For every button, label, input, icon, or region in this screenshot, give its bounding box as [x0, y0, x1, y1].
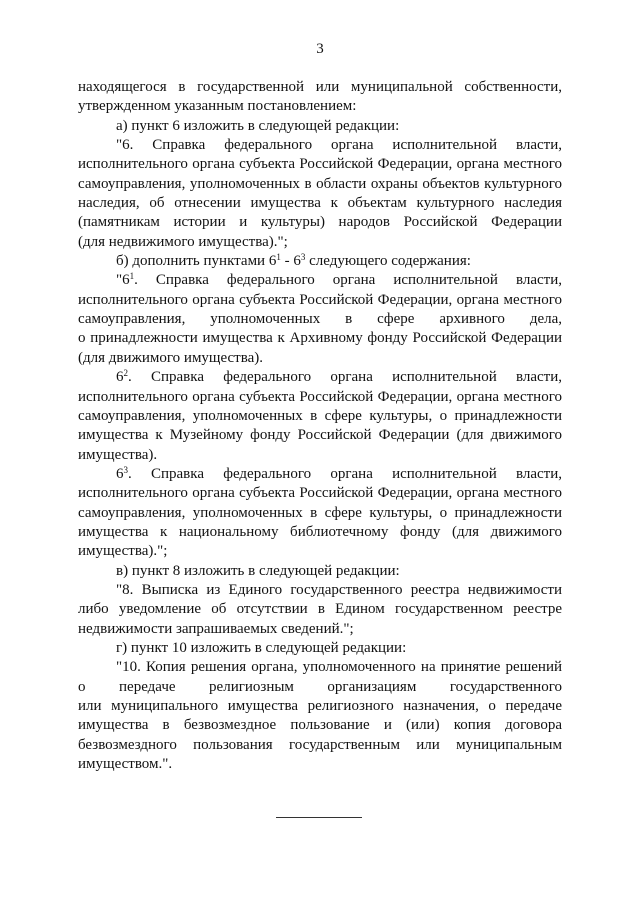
text-fragment: 6 — [116, 369, 124, 386]
superscript: 1 — [129, 271, 135, 282]
text-line: находящегося в государственной или муниципальной собственности, — [78, 79, 562, 95]
text-fragment: . Справка федерального органа исполнительной власти, — [128, 465, 562, 482]
text-line: самоуправления, уполномоченных в области охраны объектов культурного — [78, 175, 562, 192]
text-line: исполнительного органа субъекта Российской Федерации, органа местного — [78, 485, 562, 502]
text-line: имущества). — [78, 446, 158, 463]
text-line — [78, 368, 562, 387]
text-fragment: 6 — [116, 465, 124, 482]
page-number: 3 — [316, 41, 324, 57]
text-line: самоуправления, уполномоченных в сфере архивного дела, — [78, 311, 562, 328]
text-fragment: . Справка федерального органа исполнительной власти, — [128, 369, 562, 386]
text-line: (для движимого имущества). — [78, 349, 264, 366]
text-line: "8. Выписка из Единого государственного реестра недвижимости — [116, 581, 562, 598]
text-line: имущества в безвозмездное пользование и (или) копия договора — [78, 717, 562, 734]
footer-rule — [276, 817, 362, 818]
text-line: исполнительного органа субъекта Российской Федерации, органа местного — [78, 156, 562, 173]
text-line: либо уведомление об отсутствии в Едином государственном реестре — [78, 601, 562, 618]
text-line — [78, 252, 562, 271]
text-line: о передаче религиозным организациям государственного — [78, 678, 562, 695]
text-line: или муниципального имущества религиозного назначения, о передаче — [78, 698, 562, 714]
text-fragment: б) дополнить пунктами 6 — [116, 253, 277, 270]
text-line: утвержденном указанным постановлением: — [78, 98, 357, 115]
text-line: в) пункт 8 изложить в следующей редакции: — [116, 562, 400, 579]
text-line: о принадлежности имущества к Архивному фонду Российской Федерации — [78, 330, 562, 347]
text-line: имущества к Музейному фонду Российской Федерации (для движимого — [78, 427, 562, 444]
text-fragment: "6 — [116, 272, 130, 289]
superscript: 3 — [300, 252, 306, 263]
text-line: безвозмездного пользования государственным или муниципальным — [78, 736, 562, 753]
text-line: имущества)."; — [78, 543, 168, 560]
text-line: г) пункт 10 изложить в следующей редакции: — [116, 639, 407, 656]
text-line: самоуправления, уполномоченных в сфере культуры, о принадлежности — [78, 407, 562, 424]
text-line: а) пункт 6 изложить в следующей редакции: — [116, 117, 400, 134]
text-line: исполнительного органа субъекта Российской Федерации, органа местного — [78, 291, 562, 308]
text-fragment: следующего содержания: — [305, 253, 471, 270]
text-fragment: . Справка федерального органа исполнительной власти, — [134, 272, 562, 289]
text-line: самоуправления, уполномоченных в сфере культуры, о принадлежности — [78, 504, 562, 521]
text-line: "6. Справка федерального органа исполнительной власти, — [116, 137, 562, 154]
superscript: 2 — [123, 368, 128, 379]
text-line: "10. Копия решения органа, уполномоченного на принятие решений — [116, 659, 562, 676]
document-body — [78, 78, 562, 774]
text-line — [78, 465, 562, 484]
text-line: (памятникам истории и культуры) народов Российской Федерации — [78, 214, 562, 231]
text-line: имуществом.". — [78, 756, 173, 773]
text-line: имущества к национальному библиотечному фонду (для движимого — [78, 523, 562, 540]
superscript: 3 — [123, 464, 128, 475]
text-line — [78, 271, 562, 290]
text-line: (для недвижимого имущества)."; — [78, 233, 288, 250]
superscript: 1 — [276, 252, 281, 263]
text-line: наследия, об отнесении имущества к объектам культурного наследия — [78, 195, 562, 212]
text-line: недвижимости запрашиваемых сведений."; — [78, 620, 354, 637]
text-line: исполнительного органа субъекта Российской Федерации, органа местного — [78, 388, 562, 405]
text-fragment: - 6 — [280, 253, 301, 270]
